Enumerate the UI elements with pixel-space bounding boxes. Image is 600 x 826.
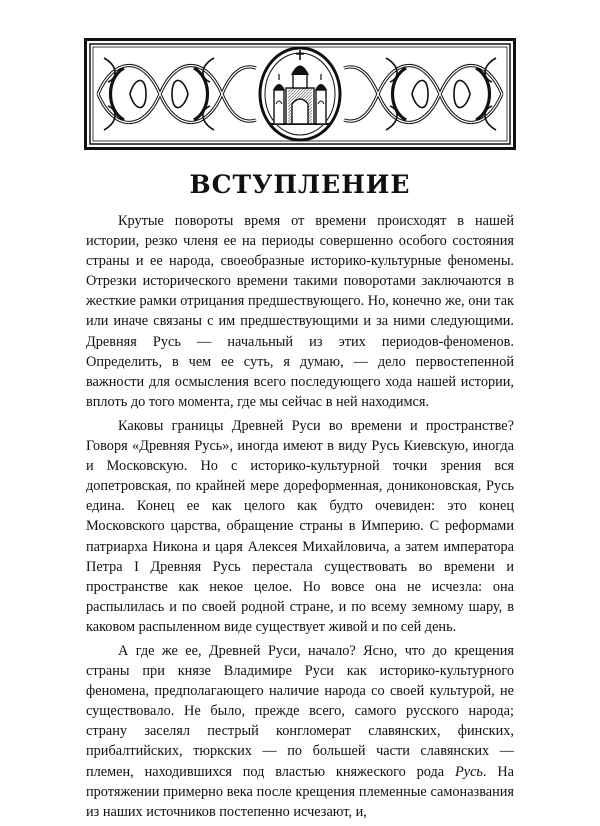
paragraph-3 [86,641,514,822]
ornamental-banner-church-icon [84,38,516,150]
church-medallion [260,48,340,140]
chapter-title: ВСТУПЛЕНИЕ [189,170,411,199]
body-text [86,211,514,826]
paragraph-3-text-before: А где же ее, Древней Руси, начало? Ясно, что до крещения страны при князе Владимире Руси как историко-культурного феномена, предполагающего наличие народа со своей культурой, не существовало. Не было, прежде всего, самого русского народа; страну заселял пестрый конгломерат славянских, финских, прибалтийских, тюркских — по большей части славянских — племен, находившихся под властью княжеского рода [86,642,514,780]
paragraph-2: Каковы границы Древней Руси во времени и пространстве? Говоря «Древняя Русь», иногда имеют в виду Русь Киевскую, иногда и Московскую. Но с историко-культурной точки зрения вся допетровская, по крайней мере дореформенная, дониконовская, Русь едина. Конец ее как целого как будто очевиден: это конец Московского царства, обращение страны в Империю. С реформами патриарха Никона и царя Алексея Михайловича, а затем императора Петра I Древняя Русь перестала существовать во времени и пространстве как некое целое. Но вовсе она не исчезла: она распылилась и по своей родной стране, и по всему земному шару, в каковом распыленном виде существует живой и по сей день. [86,417,514,635]
ornamental-header-banner [84,38,516,150]
paragraph-3-italic-term: Русь [454,763,483,780]
paragraph-3-text-after: . На протяжении примерно века после крещения племенные самоназвания из наших источников постепенно исчезают, и, [86,763,514,820]
paragraph-1: Крутые повороты время от времени происходят в нашей истории, резко членя ее на периоды совершенно особого состояния страны и ее народа, своеобразные историко-культурные феномены. Отрезки исторического времени такими поворотами заключаются в жесткие рамки отрицания предшествующего. Но, конечно же, они так или иначе связаны с им предшествующими и за ними следующими. Древняя Русь — начальный из этих периодов-феноменов. Определить, в чем ее суть, я думаю, — дело первостепенной важности для осмысления всего последующего хода нашей истории, вплоть до того момента, где мы сейчас в ней находимся. [86,213,514,410]
